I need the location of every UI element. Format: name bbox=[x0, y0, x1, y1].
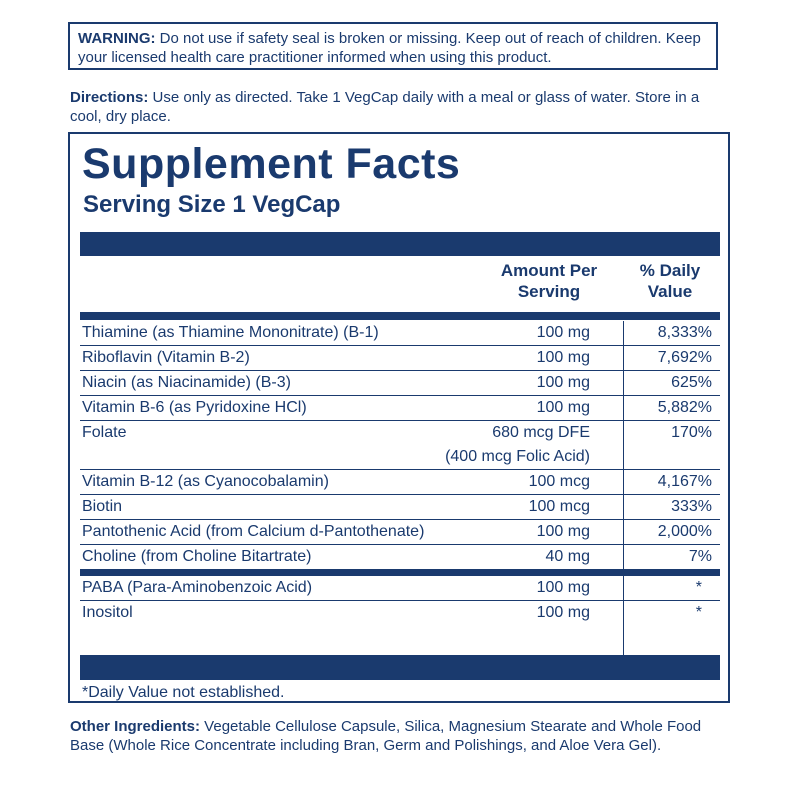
nutrient-amount: 100 mg bbox=[536, 579, 590, 596]
table-row bbox=[80, 576, 720, 601]
table-row bbox=[80, 601, 720, 625]
directions-text: Use only as directed. Take 1 VegCap daily with a meal or glass of water. Store in a cool, dry place. bbox=[70, 89, 700, 125]
column-header-dv-line1: % Daily bbox=[639, 261, 701, 280]
column-header-daily-value bbox=[622, 260, 718, 302]
warning-text: Do not use if safety seal is broken or missing. Keep out of reach of children. Keep your licensed health care practitioner informed when using this product. bbox=[78, 30, 701, 66]
nutrient-daily-value: * bbox=[695, 604, 702, 621]
nutrient-amount: 100 mg bbox=[536, 374, 590, 391]
nutrient-daily-value: 2,000% bbox=[657, 523, 712, 540]
nutrient-daily-value: * bbox=[695, 579, 702, 596]
nutrient-name: Biotin bbox=[82, 498, 123, 515]
table-row bbox=[80, 545, 720, 576]
facts-title: Supplement Facts bbox=[82, 140, 461, 188]
supplement-facts-panel bbox=[68, 132, 730, 703]
nutrient-amount: 100 mg bbox=[536, 604, 590, 621]
nutrient-name: Thiamine (as Thiamine Mononitrate) (B-1) bbox=[82, 324, 379, 341]
warning-label: WARNING: bbox=[78, 30, 156, 47]
warning-box bbox=[68, 22, 718, 70]
nutrient-amount: 100 mcg bbox=[528, 473, 590, 490]
header-bar bbox=[80, 232, 720, 256]
nutrient-daily-value: 170% bbox=[671, 424, 712, 441]
nutrient-name: PABA (Para-Aminobenzoic Acid) bbox=[82, 579, 313, 596]
table-row bbox=[80, 346, 720, 371]
nutrient-amount-detail: (400 mcg Folic Acid) bbox=[445, 448, 590, 465]
nutrient-name: Niacin (as Niacinamide) (B-3) bbox=[82, 374, 291, 391]
nutrient-amount: 100 mg bbox=[536, 349, 590, 366]
daily-value-column-divider bbox=[623, 321, 624, 655]
directions-label: Directions: bbox=[70, 89, 149, 106]
table-row bbox=[80, 470, 720, 495]
nutrient-amount: 100 mg bbox=[536, 324, 590, 341]
nutrient-daily-value: 333% bbox=[671, 498, 712, 515]
nutrient-amount: 100 mcg bbox=[528, 498, 590, 515]
nutrient-daily-value: 7,692% bbox=[657, 349, 712, 366]
other-ingredients-text: Vegetable Cellulose Capsule, Silica, Magnesium Stearate and Whole Food Base (Whole Rice Concentrate including Bran, Germ and Polishings, and Aloe Vera Gel). bbox=[70, 718, 702, 754]
column-header-dv-line2: Value bbox=[647, 282, 693, 301]
table-row bbox=[80, 421, 720, 470]
nutrient-daily-value: 8,333% bbox=[657, 324, 712, 341]
footnote: *Daily Value not established. bbox=[82, 684, 285, 701]
serving-size: Serving Size 1 VegCap bbox=[83, 191, 341, 218]
nutrient-name: Vitamin B-6 (as Pyridoxine HCl) bbox=[82, 399, 307, 416]
nutrient-daily-value: 4,167% bbox=[657, 473, 712, 490]
nutrient-amount: 100 mg bbox=[536, 523, 590, 540]
column-header-amount-line1: Amount Per bbox=[500, 261, 598, 280]
nutrient-amount: 680 mcg DFE bbox=[492, 424, 590, 441]
nutrient-name: Inositol bbox=[82, 604, 133, 621]
table-row bbox=[80, 520, 720, 545]
nutrient-amount: 40 mg bbox=[545, 548, 590, 565]
nutrient-name: Choline (from Choline Bitartrate) bbox=[82, 548, 312, 565]
nutrient-table bbox=[80, 321, 720, 625]
table-row bbox=[80, 396, 720, 421]
nutrient-name: Pantothenic Acid (from Calcium d-Pantothenate) bbox=[82, 523, 425, 540]
nutrient-amount: 100 mg bbox=[536, 399, 590, 416]
nutrient-name: Folate bbox=[82, 424, 127, 441]
column-header-divider bbox=[80, 312, 720, 320]
nutrient-name: Vitamin B-12 (as Cyanocobalamin) bbox=[82, 473, 329, 490]
footer-bar bbox=[80, 655, 720, 680]
column-header-amount-line2: Serving bbox=[517, 282, 581, 301]
nutrient-daily-value: 7% bbox=[688, 548, 712, 565]
other-ingredients bbox=[70, 717, 730, 755]
nutrient-daily-value: 625% bbox=[671, 374, 712, 391]
column-header-amount bbox=[484, 260, 614, 302]
table-row bbox=[80, 321, 720, 346]
table-row bbox=[80, 371, 720, 396]
table-row bbox=[80, 495, 720, 520]
nutrient-name: Riboflavin (Vitamin B-2) bbox=[82, 349, 250, 366]
nutrient-daily-value: 5,882% bbox=[657, 399, 712, 416]
directions bbox=[70, 88, 730, 126]
other-ingredients-label: Other Ingredients: bbox=[70, 718, 201, 735]
